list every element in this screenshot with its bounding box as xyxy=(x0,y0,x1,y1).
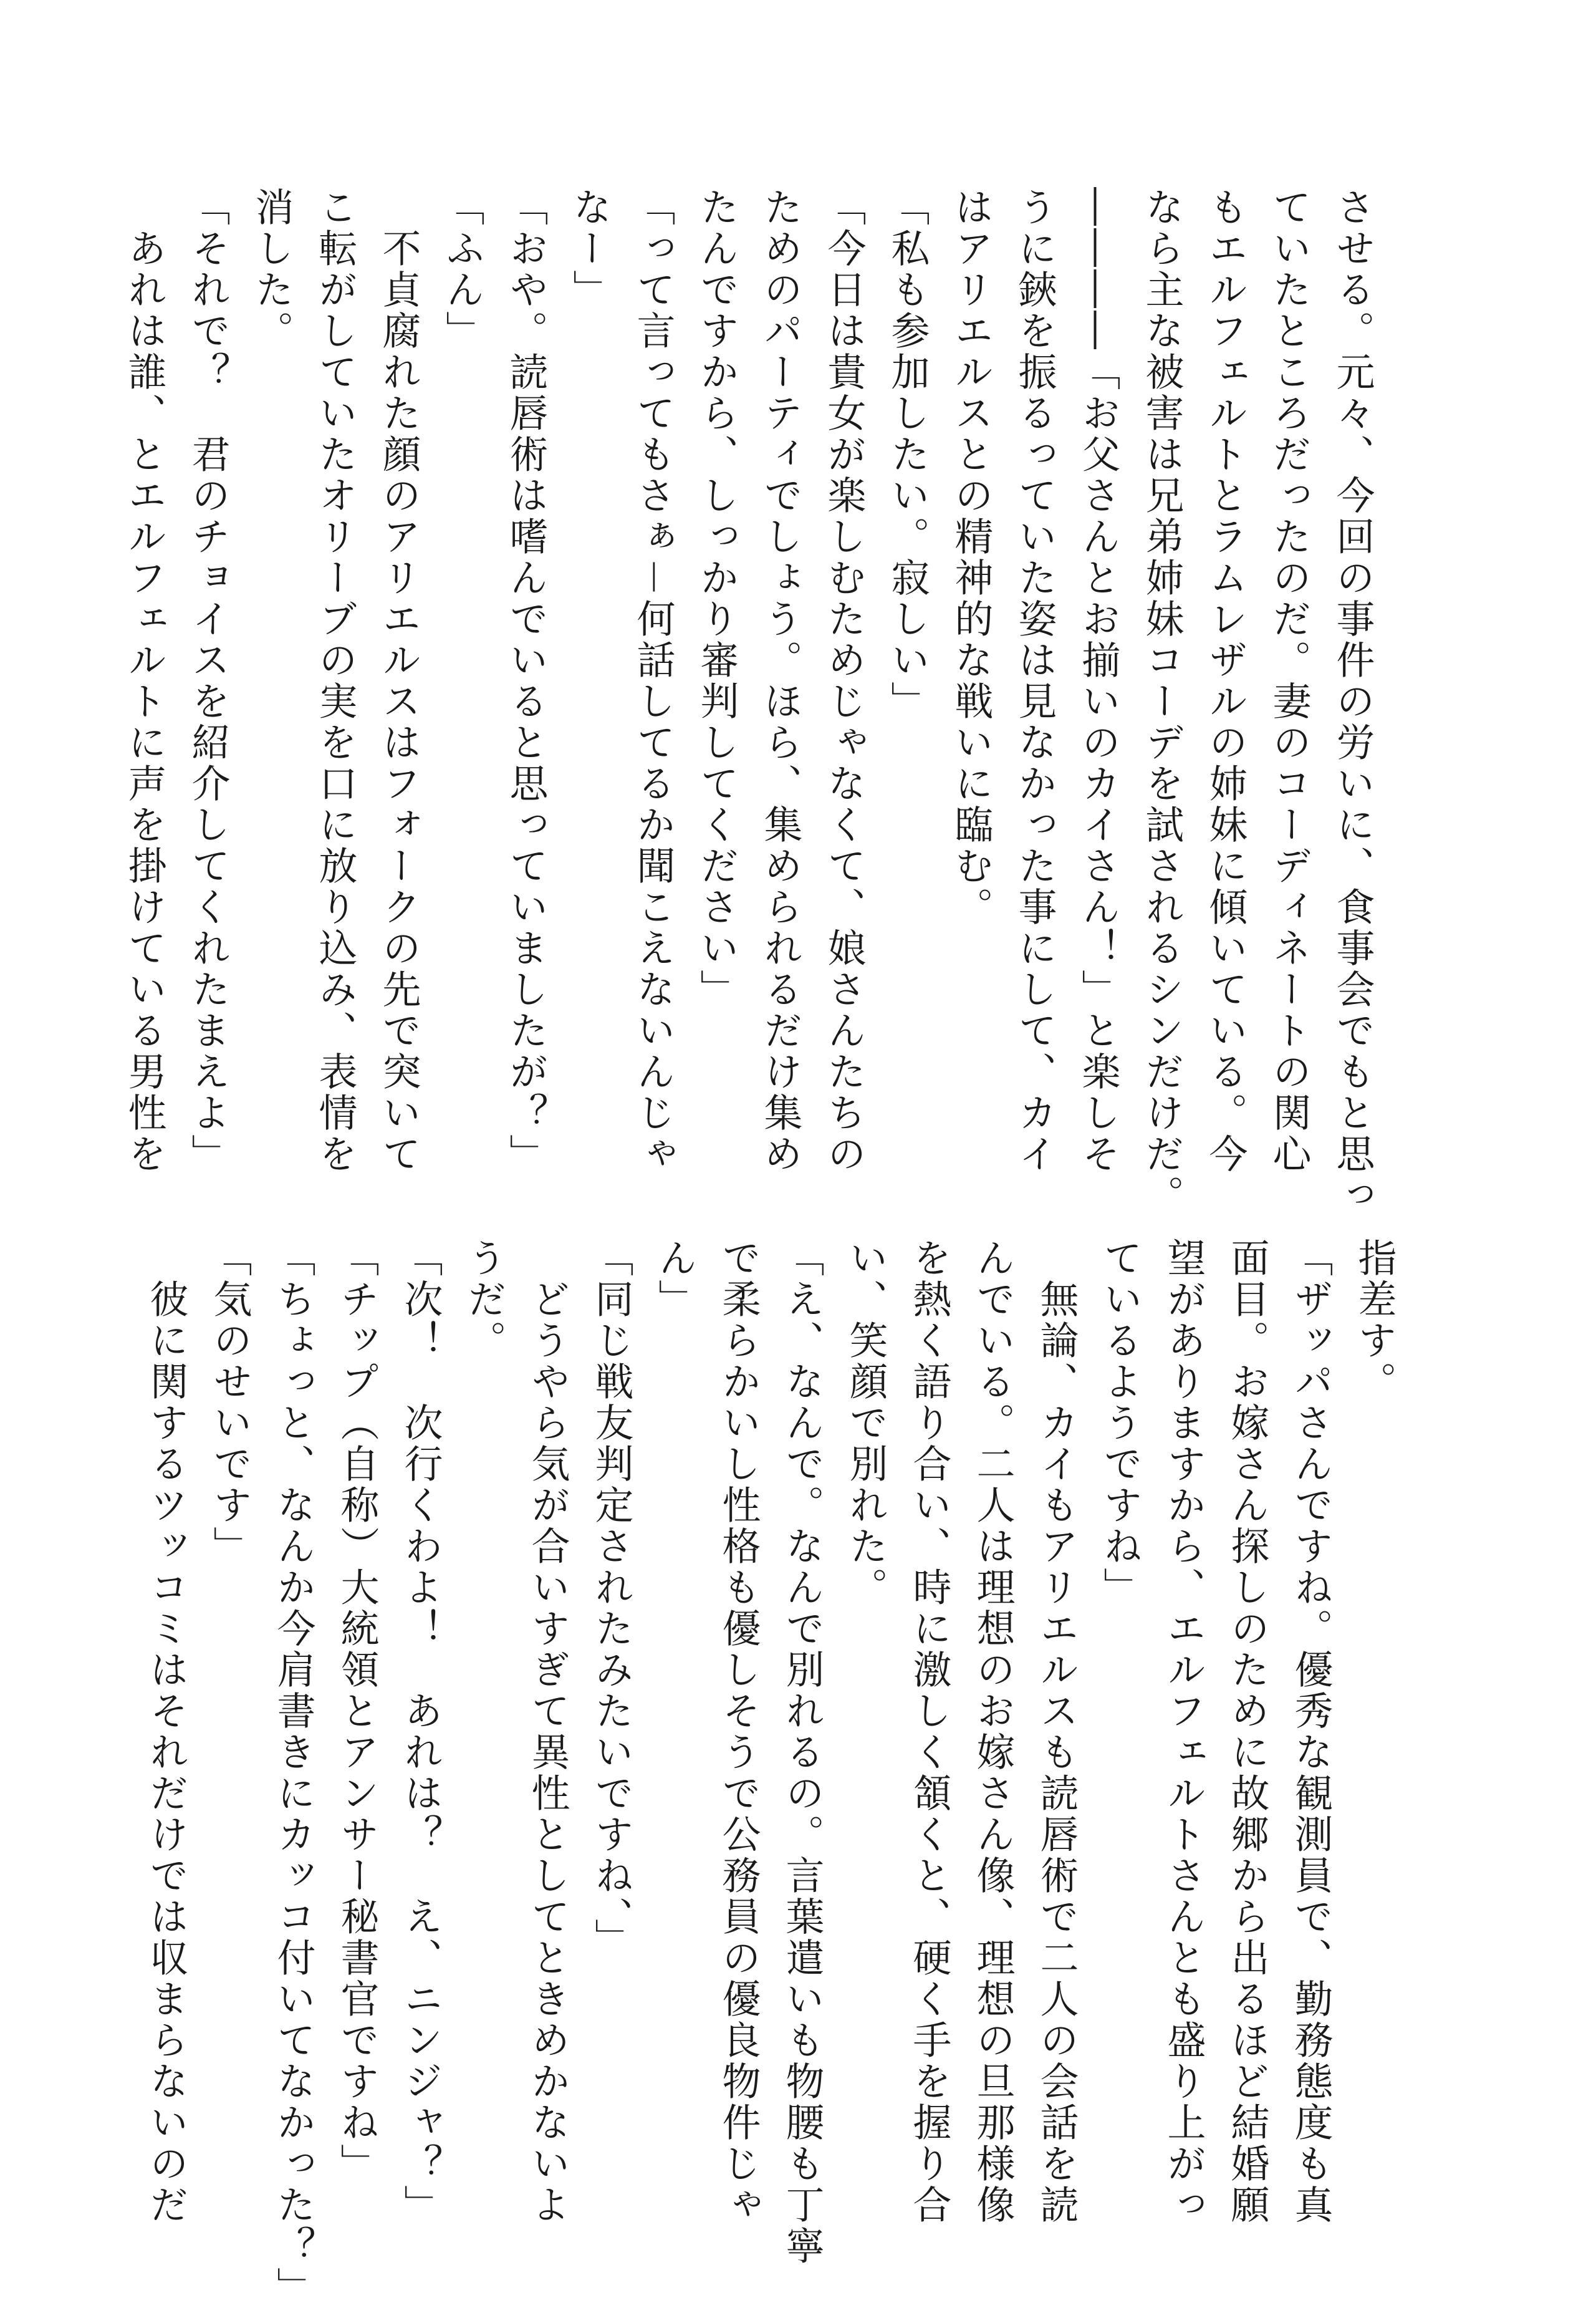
text-line: 無論、カイもアリエルスも読唇術で二人の会話を読 xyxy=(1034,1238,1079,2226)
text-line: うだ。 xyxy=(461,1238,507,1361)
text-line: なー」 xyxy=(567,187,612,311)
text-line: 「え、なんで。なんで別れるの。言葉遣いも物腰も丁寧 xyxy=(779,1238,825,2267)
text-line: 「チップ（自称）大統領とアンサー秘書官ですね」 xyxy=(334,1238,380,2185)
text-line: ためのパーティでしょう。ほら、集められるだけ集め xyxy=(757,187,803,1175)
text-line: こ転がしていたオリーブの実を口に放り込み、表情を xyxy=(312,187,358,1175)
text-line: 望がありますから、エルフェルトさんとも盛り上がっ xyxy=(1161,1238,1206,2226)
text-line: ――――「お父さんとお揃いのカイさん！」と楽しそ xyxy=(1075,187,1121,1175)
text-line: んでいる。二人は理想のお嫁さん像、理想の旦那様像 xyxy=(970,1238,1016,2226)
text-line: ん」 xyxy=(652,1238,698,1320)
text-line: ていたところだったのだ。妻のコーディネートの関心 xyxy=(1266,187,1312,1175)
text-line: 「私も参加したい。寂しい」 xyxy=(885,187,930,722)
text-line: 「って言ってもさぁ－何話してるか聞こえないんじゃ xyxy=(630,187,676,1175)
text-line: 指差す。 xyxy=(1352,1238,1397,1403)
text-line: 「気のせいです」 xyxy=(207,1238,252,1567)
lower-text-block xyxy=(134,1238,1406,2308)
text-line: 「今日は貴女が楽しむためじゃなくて、娘さんたちの xyxy=(821,187,867,1175)
text-line: 彼に関するツッコミはそれだけでは収まらないのだ xyxy=(143,1238,189,2226)
text-line: 「それで？ 君のチョイスを紹介してくれたまえよ」 xyxy=(185,187,231,1175)
text-line: で柔らかいし性格も優しそうで公務員の優良物件じゃ xyxy=(716,1238,761,2226)
text-line: 「次！ 次行くわよ！ あれは？ え、ニンジャ？」 xyxy=(398,1238,443,2226)
text-line: どうやら気が合いすぎて異性としてときめかないよ xyxy=(525,1238,570,2226)
text-line: 不貞腐れた顔のアリエルスはフォークの先で突いて xyxy=(376,187,421,1175)
text-line: 「ザッパさんですね。優秀な観測員で、勤務態度も真 xyxy=(1288,1238,1334,2226)
text-line: 「おや。読唇術は嗜んでいると思っていましたが？」 xyxy=(503,187,549,1175)
text-line: を熱く語り合い、時に激しく頷くと、硬く手を握り合 xyxy=(906,1238,952,2226)
text-line: い、笑顔で別れた。 xyxy=(843,1238,888,1608)
text-line: はアリエルスとの精神的な戦いに臨む。 xyxy=(948,187,994,928)
upper-text-block xyxy=(112,187,1384,1216)
text-line: 「同じ戦友判定されたみたいですね、」 xyxy=(589,1238,634,1959)
text-line: たんですから、しっかり審判してください」 xyxy=(694,187,739,1010)
text-line: うに鋏を振るっていた姿は見なかった事にして、カイ xyxy=(1012,187,1057,1175)
text-line: 「ちょっと、なんか今肩書きにカッコ付いてなかった？」 xyxy=(271,1238,316,2308)
text-line: 消した。 xyxy=(249,187,294,352)
text-line: なら主な被害は兄弟姉妹コーデを試されるシンだけだ。 xyxy=(1139,187,1185,1216)
text-line: ているようですね」 xyxy=(1097,1238,1143,1608)
text-line: あれは誰、とエルフェルトに声を掛けている男性を xyxy=(122,187,167,1175)
text-line: もエルフェルトとラムレザルの姉妹に傾いている。今 xyxy=(1203,187,1248,1175)
text-line: 面目。お嫁さん探しのために故郷から出るほど結婚願 xyxy=(1224,1238,1270,2226)
text-line: させる。元々、今回の事件の労いに、食事会でもと思っ xyxy=(1330,187,1375,1216)
text-line: 「ふん」 xyxy=(440,187,485,352)
